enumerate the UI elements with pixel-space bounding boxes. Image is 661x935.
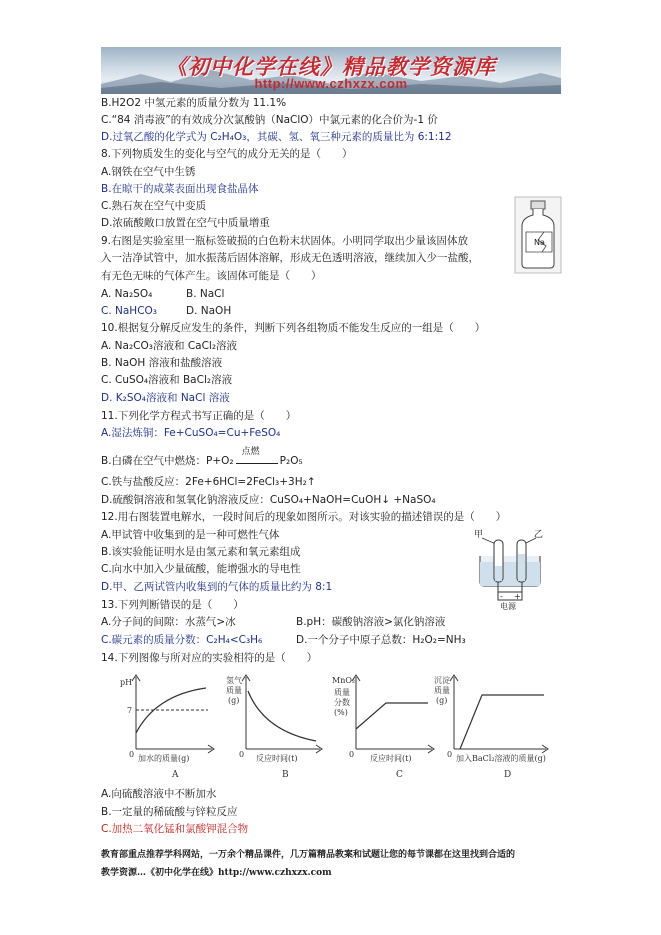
text-line3-5: C.向水中加入少量硫酸，能增强水的导电性 [101,563,301,575]
text-line2-0: 10.根据复分解反应发生的条件，判断下列各组物质不能发生反应的一组是（ ） [101,322,486,334]
graph-a-ylabel: pH [120,678,133,687]
graph-d-xlabel: 加入BaCl₂溶液的质量(g) [456,754,546,763]
footer-line-1: 教育部重点推荐学科网站，一万余个精品课件，几万篇精品教案和试题让您的每节课都在这里找到合适的 [101,850,516,860]
tube-yi-label: 乙 [534,530,544,540]
text-line-1: C.“84 消毒液”的有效成分次氯酸钠（NaClO）中氯元素的化合价为-1 价 [101,114,438,126]
q14-option-1: B.一定量的稀硫酸与锌粒反应 [101,806,238,818]
text-line-3: 8.下列物质发生的变化与空气的成分无关的是（ ） [101,148,353,160]
banner-url[interactable]: http://www.czhxzx.com [254,76,408,91]
q11-option-b: B.白磷在空气中燃烧：P+O₂ 点燃 P₂O₅ [101,447,303,467]
minus-sign: - [500,592,503,601]
graph-a-mark: 7 [127,706,133,715]
text-line-2: D.过氧乙酸的化学式为 C₂H₄O₃，其碳、氢、氧三种元素的质量比为 6:1:12 [101,131,452,143]
electrolysis-figure [470,526,552,610]
text-line3-6: D.甲、乙两试管内收集到的气体的质量比约为 8:1 [101,581,333,593]
header-banner [101,47,561,94]
svg-text:氢气: 氢气 [226,676,242,685]
text-line3-2: 12.用右图装置电解水，一段时间后的现象如图所示。对该实验的描述错误的是（ ） [101,511,507,523]
svg-text:0: 0 [349,750,355,759]
text-line3-4: B.该实验能证明水是由氢元素和氧元素组成 [101,546,301,558]
text-line2-6: A.湿法炼铜：Fe+CuSO₄=Cu+FeSO₄ [101,427,281,439]
graph-a-label: A [172,770,179,780]
graph-c [332,675,434,780]
text-line2-3: C. CuSO₄溶液和 BaCl₂溶液 [101,374,233,386]
q9-option-1: B. NaCl [186,288,225,300]
graph-c-label: C [396,770,403,780]
text-line-0: B.H2O2 中氢元素的质量分数为 11.1% [101,97,287,109]
text-line-4: A.钢铁在空气中生锈 [101,166,196,178]
svg-text:(g): (g) [228,696,240,705]
text-line-8: 9.右图是实验室里一瓶标签破损的白色粉末状固体。小明同学取出少量该固体放 [101,235,469,247]
svg-text:沉淀: 沉淀 [434,676,450,685]
svg-text:(%): (%) [334,708,348,717]
power-label: 电源 [500,602,516,610]
text-line-7: D.浓硫酸敞口放置在空气中质量增重 [101,217,270,229]
q13-option-2: C.碳元素的质量分数：C₂H₄<C₃H₆ [101,634,263,646]
svg-text:(g): (g) [436,696,448,705]
svg-text:0: 0 [447,750,453,759]
q9-option-2: C. NaHCO₃ [101,305,157,317]
bottle-label: Na [534,238,545,247]
plus-sign: + [514,592,521,601]
graph-c-xlabel: 反应时间(t) [370,754,412,763]
q14-option-0: A.向硫酸溶液中不断加水 [101,788,217,800]
svg-text:质量: 质量 [434,686,450,695]
svg-text:质量: 质量 [226,686,242,695]
q13-option-1: B.pH：碳酸钠溶液>氯化钠溶液 [296,616,446,628]
q14-graphs [116,673,552,783]
graph-a [120,675,214,780]
text-line-5: B.在晾干的咸菜表面出现食盐晶体 [101,183,259,195]
text-line2-5: 11.下列化学方程式书写正确的是（ ） [101,410,297,422]
graph-a-xlabel: 加水的质量(g) [138,754,190,763]
text-line3-7: 13.下列判断错误的是（ ） [101,599,244,611]
svg-text:质量: 质量 [334,688,350,697]
q14-option-2: C.加热二氧化锰和氯酸钾混合物 [101,823,249,835]
svg-text:MnO₂: MnO₂ [332,676,356,685]
text-line2-4: D. K₂SO₄溶液和 NaCl 溶液 [101,392,230,404]
q14-stem: 14.下列图像与所对应的实验相符的是（ ） [101,652,318,664]
q13-option-0: A.分子间的间隙：水蒸气>冰 [101,616,236,628]
footer-line-2[interactable]: 教学资源…《初中化学在线》http://www.czhxzx.com [101,868,332,878]
banner-title: 《初中化学在线》精品教学资源库 [166,54,496,79]
reagent-bottle-figure [514,196,562,274]
graph-b-xlabel: 反应时间(t) [256,754,298,763]
tube-jia-label: 甲 [474,530,484,540]
text-line3-1: D.硫酸铜溶液和氢氧化钠溶液反应：CuSO₄+NaOH=CuOH↓ +NaSO₄ [101,494,436,506]
text-line-6: C.熟石灰在空气中变质 [101,200,207,212]
text-line3-0: C.铁与盐酸反应：2Fe+6HCl=2FeCl₃+3H₂↑ [101,476,316,488]
text-line2-2: B. NaOH 溶液和盐酸溶液 [101,357,223,369]
text-line2-1: A. Na₂CO₃溶液和 CaCl₂溶液 [101,340,238,352]
svg-text:0: 0 [129,750,135,759]
text-line3-3: A.甲试管中收集到的是一种可燃性气体 [101,529,280,541]
q9-option-3: D. NaOH [186,305,232,317]
graph-d-label: D [504,770,512,780]
text-line-9: 入一洁净试管中，加水振荡后固体溶解，形成无色透明溶液，继续加入少一盐酸， [101,252,479,264]
svg-text:0: 0 [239,750,245,759]
svg-text:分数: 分数 [334,698,350,707]
q9-option-0: A. Na₂SO₄ [101,288,153,300]
q13-option-3: D.一个分子中原子总数：H₂O₂=NH₃ [296,634,466,646]
graph-b-label: B [282,770,289,780]
text-line-10: 有无色无味的气体产生。该固体可能是（ ） [101,270,322,282]
graph-d [434,675,548,780]
graph-b [226,675,322,780]
